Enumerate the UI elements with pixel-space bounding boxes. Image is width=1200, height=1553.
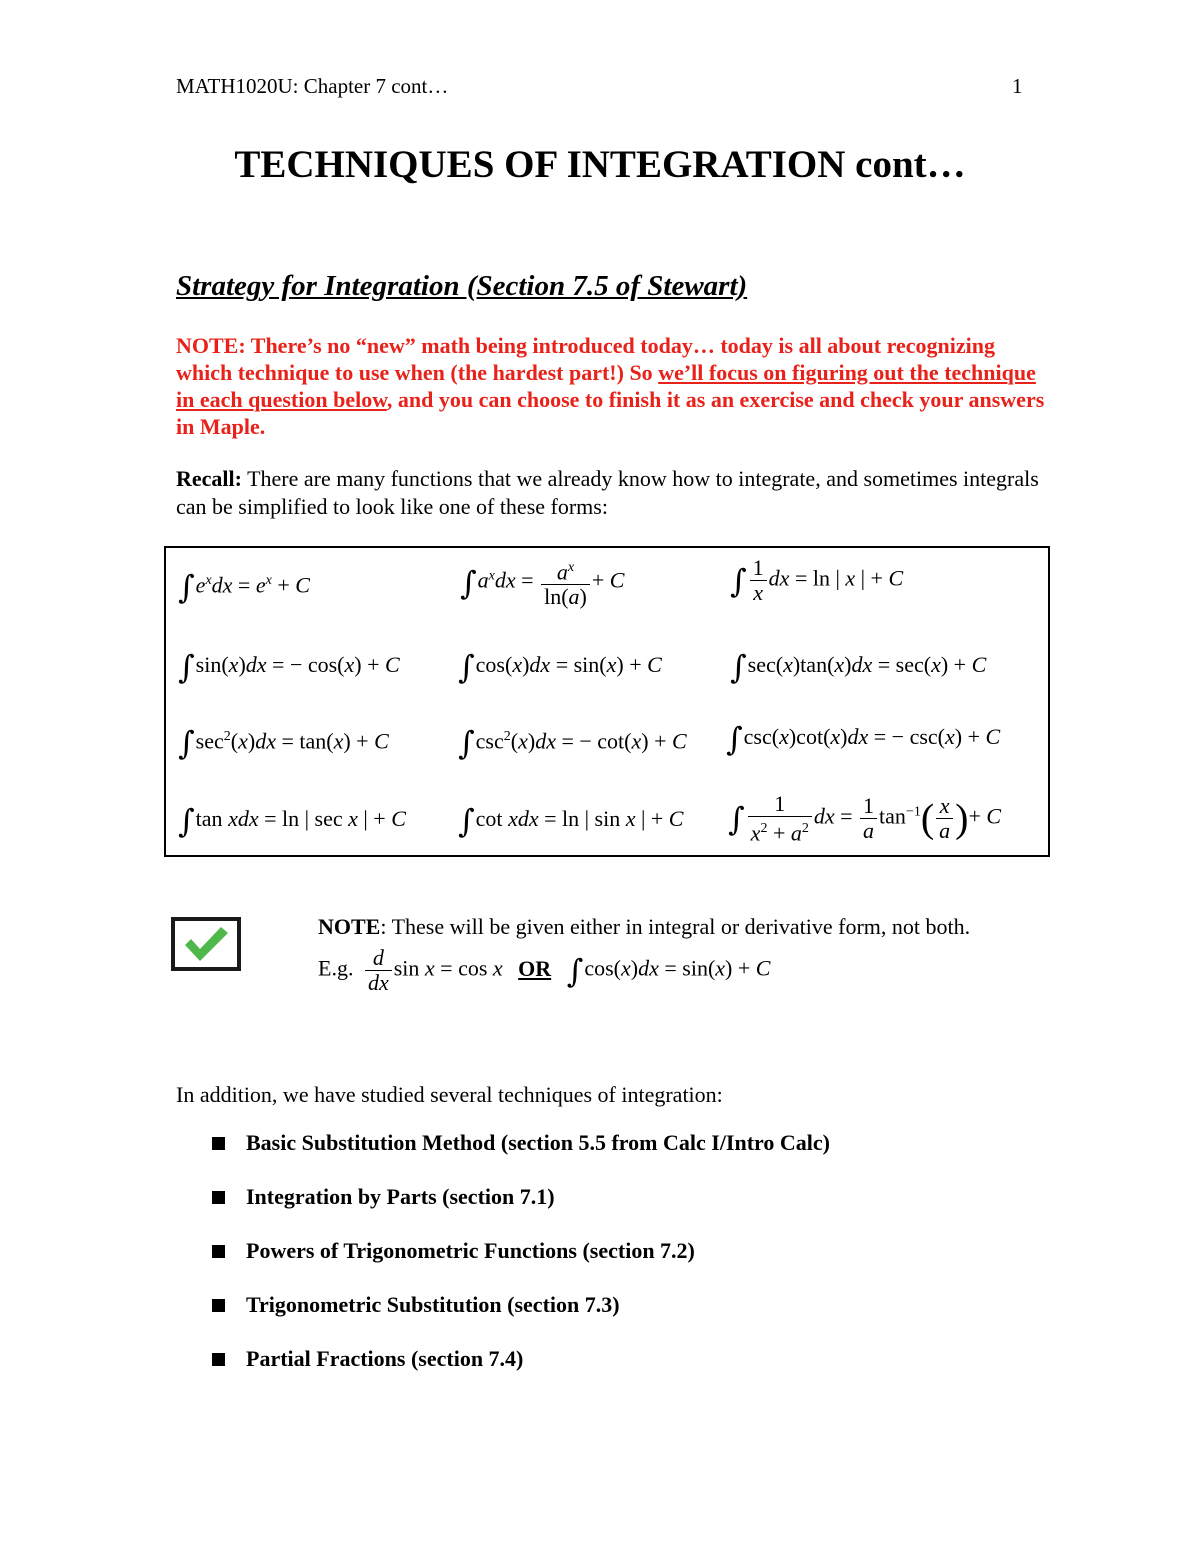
note2-text: : These will be given either in integral or derivative form, not both. <box>380 914 971 939</box>
techniques-list <box>212 1130 830 1400</box>
list-item: Integration by Parts (section 7.1) <box>212 1184 830 1238</box>
formula-csc-squared: $\int\csc^2(x)dx$ = − cot(x) + C <box>458 724 687 763</box>
formula-exp: $\int e^xdx = e^x + C$ <box>178 568 310 607</box>
formula-sin: ∫sin(x)dx = − cos(x) + C <box>178 648 400 686</box>
bullet-square-icon <box>212 1299 225 1312</box>
formula-cot: ∫cot xdx = ln | sin x | + C <box>458 802 684 840</box>
checkmark-icon <box>171 917 241 971</box>
recall-text: There are many functions that we already know how to integrate, and sometimes integrals can be simplified to look like one of these forms: <box>176 466 1039 519</box>
bullet-square-icon <box>212 1191 225 1204</box>
bullet-square-icon <box>212 1137 225 1150</box>
page-number: 1 <box>1012 74 1023 98</box>
or-label: OR <box>518 955 552 981</box>
formula-tan: ∫tan xdx = ln | sec x | + C <box>178 802 406 840</box>
formula-one-over-x: ∫ $\frac{1}{x}$ dx = ln | x | + C <box>730 555 904 605</box>
list-item: Partial Fractions (section 7.4) <box>212 1346 830 1400</box>
list-item: Powers of Trigonometric Functions (section 7.2) <box>212 1238 830 1292</box>
bullet-square-icon <box>212 1245 225 1258</box>
note-text-1: NOTE: There’s no “new” math being introduced today… today is all about recognizing which technique to use when (the hardest part!) So <box>176 333 995 385</box>
formula-ax: $\int a^xdx$ = $\frac{a^x}{\ln(a)}$ + C <box>460 556 624 609</box>
recall-paragraph <box>176 465 1056 521</box>
recall-label: Recall: <box>176 466 242 491</box>
example-line: E.g. $\frac{d}{dx}$ sin x = cos x OR ∫cos(x)dx = sin(x) + C <box>318 945 771 995</box>
bullet-square-icon <box>212 1353 225 1366</box>
list-item: Trigonometric Substitution (section 7.3) <box>212 1292 830 1346</box>
note-text-2: , and you can choose to finish it as an exercise and check your answers in Maple. <box>176 387 1045 439</box>
formula-cos: ∫cos(x)dx = sin(x) + C <box>458 648 662 686</box>
integral-formula-table <box>164 546 1050 857</box>
note-paragraph <box>176 332 1056 440</box>
derivative-form-note <box>318 912 1038 942</box>
section-heading: Strategy for Integration (Section 7.5 of Stewart) <box>176 270 748 302</box>
formula-sec-squared: $\int\sec^2(x)dx = \tan(x) + C$ <box>178 724 389 763</box>
page-title: TECHNIQUES OF INTEGRATION cont… <box>234 143 966 186</box>
note2-label: NOTE <box>318 914 381 939</box>
note-text-underlined: we’ll focus on figuring out the technique in each question below <box>176 360 1036 412</box>
running-header: MATH1020U: Chapter 7 cont… <box>176 74 449 98</box>
eg-prefix: E.g. <box>318 955 354 981</box>
formula-arctan: ∫ $\frac{1}{x^2 + a^2}$ dx = $\frac{1}{a}$ $\tan^{-1}$( $\frac{x}{a}$ )+ C <box>728 791 1002 846</box>
list-item: Basic Substitution Method (section 5.5 from Calc I/Intro Calc) <box>212 1130 830 1184</box>
formula-sec-tan: ∫sec(x)tan(x)dx = sec(x) + C <box>730 648 987 686</box>
formula-csc-cot: ∫csc(x)cot(x)dx = − csc(x) + C <box>726 720 1001 758</box>
techniques-intro: In addition, we have studied several techniques of integration: <box>176 1082 723 1107</box>
